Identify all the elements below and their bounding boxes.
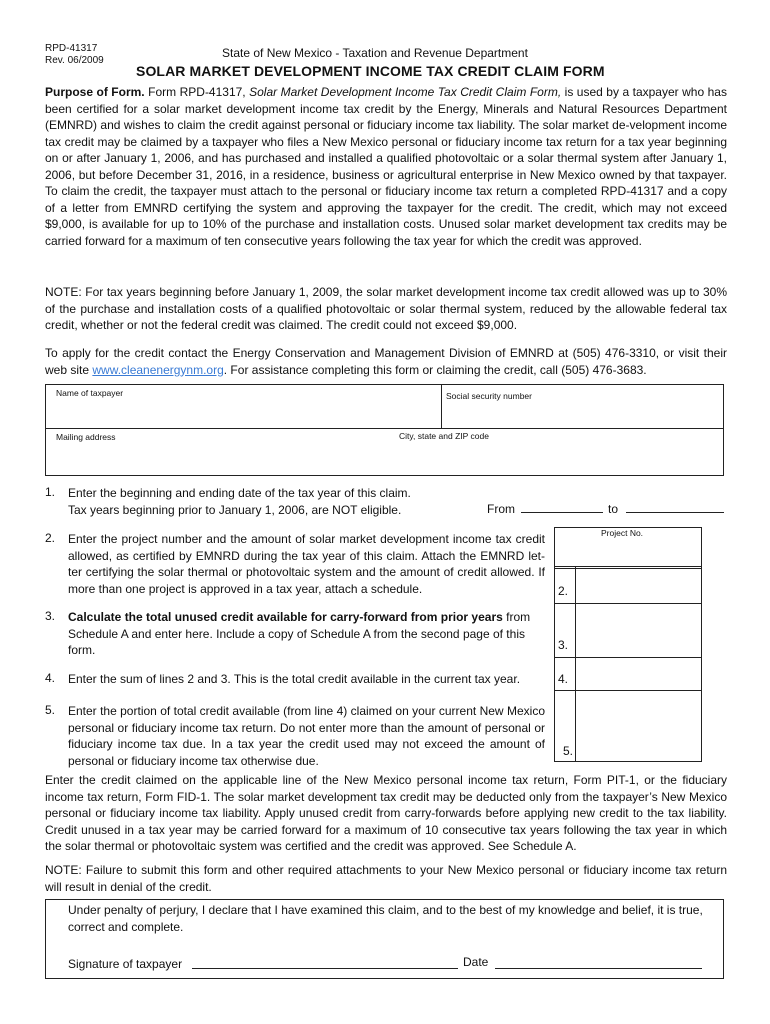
- line-3-rest-text: from Schedule A and enter here. Include a copy of Schedule A from the second page of this form.: [68, 610, 531, 657]
- address-field[interactable]: [48, 444, 388, 472]
- form-title: SOLAR MARKET DEVELOPMENT INCOME TAX CREDIT CLAIM FORM: [136, 63, 605, 79]
- line-2-number: 2.: [45, 531, 56, 545]
- line-5-amount-field[interactable]: [578, 693, 696, 757]
- box-4-label: 4.: [558, 672, 569, 686]
- line-3-number: 3.: [45, 609, 56, 623]
- divider: [441, 384, 442, 428]
- purpose-form-name: Solar Market Development Income Tax Credit Claim Form,: [249, 85, 562, 99]
- divider: [554, 657, 701, 658]
- date-label: Date: [463, 955, 489, 969]
- city-field-label: City, state and ZIP code: [399, 431, 489, 441]
- enter-credit-paragraph: Enter the credit claimed on the applicable line of the New Mexico personal income tax return, Form PIT-1, or the fiduciary income tax return, Form FID-1. The solar market development tax credit may be deducted only from the taxpayer’s New Mexico personal or fiduciary income tax liability. Apply unused credit from carry-forwards before applying new credit to the tax liability. Credit unused in a tax year may be carried forward for a maximum of 10 consecutive tax years following the tax year in which the solar thermal or photovoltaic system was certified and the credit was approved. See Schedule A.: [45, 773, 727, 853]
- from-date-field[interactable]: [521, 512, 603, 513]
- line-1-number: 1.: [45, 485, 56, 499]
- purpose-label: Purpose of Form.: [45, 85, 145, 99]
- signature-field[interactable]: [192, 968, 458, 969]
- address-field-label: Mailing address: [56, 432, 116, 442]
- name-field[interactable]: [48, 400, 436, 426]
- line-3-amount-field[interactable]: [578, 607, 696, 655]
- ssn-field-label: Social security number: [446, 391, 532, 401]
- perjury-declaration: Under penalty of perjury, I declare that I have examined this claim, and to the best of my knowledge and belief, it is true, correct and complete.: [68, 903, 703, 934]
- line-3-bold-text: Calculate the total unused credit available for carry-forward from prior years: [68, 610, 503, 624]
- apply-text-b: . For assistance completing this form or claiming the credit, call (505) 476-3683.: [223, 362, 647, 377]
- city-state-zip-field[interactable]: [399, 444, 717, 472]
- line-4-text: Enter the sum of lines 2 and 3. This is the total credit available in the current tax year.: [68, 672, 521, 686]
- line-2-amount-field[interactable]: [578, 569, 696, 601]
- from-label: From: [487, 502, 515, 516]
- purpose-paragraph: [45, 84, 727, 249]
- purpose-text-b: is used by a taxpayer who has been certified for a solar market development income tax credit by the Energy, Minerals and Natural Resources Department (EMNRD) and wishes to claim the credit against personal or fiduciary income tax liability. The solar market de-velopment income tax credit may be claimed by a taxpayer who files a New Mexico personal or fiduciary income tax return for a tax year beginning on or after January 1, 2006, and has purchased and installed a qualified photovoltaic or a solar thermal system after January 1, 2006, but before December 31, 2016, in a residence, business or agricultural enterprise in New Mexico owned by that taxpayer. To claim the credit, the taxpayer must attach to the personal or fiduciary income tax return a completed RPD-41317 and a copy of a letter from EMNRD certifying the system and approving the taxpayer for the credit. The credit, which may not exceed $9,000, is available for up to 10% of the purchase and installation costs. Unused solar market development tax credits may be carried forward for a maximum of ten consecutive years following the tax year for which the credit was approved.: [45, 85, 727, 248]
- emnrd-website-link[interactable]: www.cleanenergynm.org: [92, 362, 224, 377]
- form-number-block: [45, 43, 104, 67]
- line-5-text: Enter the portion of total credit available (from line 4) claimed on your current New Mexico personal or fiduciary income tax return. Do not enter more than the amount of personal or fiduciary income tax due. In a tax year the credit used may not exceed the amount of personal or fiduciary income tax otherwise due.: [68, 704, 545, 768]
- note-paragraph-1: NOTE: For tax years beginning before January 1, 2009, the solar market development income tax credit allowed was up to 30% of the purchase and installation costs of a qualified photovoltaic or solar thermal system, reduced by the allowable federal tax credit, whether or not the federal credit was claimed. The credit could not exceed $9,000.: [45, 285, 727, 332]
- divider: [554, 603, 701, 604]
- ssn-field[interactable]: [446, 402, 718, 426]
- line-4-number: 4.: [45, 671, 56, 685]
- divider: [575, 566, 576, 761]
- to-label: to: [608, 502, 619, 516]
- name-field-label: Name of taxpayer: [56, 388, 124, 398]
- apply-text-a: To apply for the credit contact the Energy Conservation and Management Division of EMNRD at (505) 476-3310, or visit their web site: [45, 346, 727, 377]
- project-number-label: Project No.: [601, 528, 644, 538]
- apply-paragraph: [45, 345, 727, 378]
- purpose-text-a: Form RPD-41317,: [144, 85, 250, 99]
- line-1-text-a: Enter the beginning and ending date of the tax year of this claim.: [68, 486, 411, 500]
- divider: [45, 428, 724, 429]
- line-5-number: 5.: [45, 703, 56, 717]
- line-3-text: [68, 609, 545, 659]
- line-1-text: [68, 485, 488, 518]
- to-date-field[interactable]: [626, 512, 724, 513]
- signature-label: Signature of taxpayer: [68, 957, 183, 971]
- department-name: State of New Mexico - Taxation and Revenue Department: [222, 46, 528, 60]
- box-3-label: 3.: [558, 638, 569, 652]
- box-2-label: 2.: [558, 584, 569, 598]
- note-paragraph-2: NOTE: Failure to submit this form and other required attachments to your New Mexico personal or fiduciary income tax return will result in denial of the credit.: [45, 863, 727, 894]
- revision-date: Rev. 06/2009: [45, 55, 104, 66]
- date-field[interactable]: [495, 968, 702, 969]
- line-2-text: Enter the project number and the amount of solar market development income tax credit allowed, as certified by EMNRD during the tax year of this claim. Attach the EMNRD let-ter certifying the solar thermal or photovoltaic system and the amount of credit allowed. If more than one project is approved in a tax year, attach a schedule.: [68, 532, 545, 596]
- line-4-amount-field[interactable]: [578, 660, 696, 688]
- form-number: RPD-41317: [45, 43, 98, 54]
- divider: [554, 690, 701, 691]
- line-1-text-b: Tax years beginning prior to January 1, 2006, are NOT eligible.: [68, 502, 402, 517]
- box-5-label: 5.: [563, 744, 574, 758]
